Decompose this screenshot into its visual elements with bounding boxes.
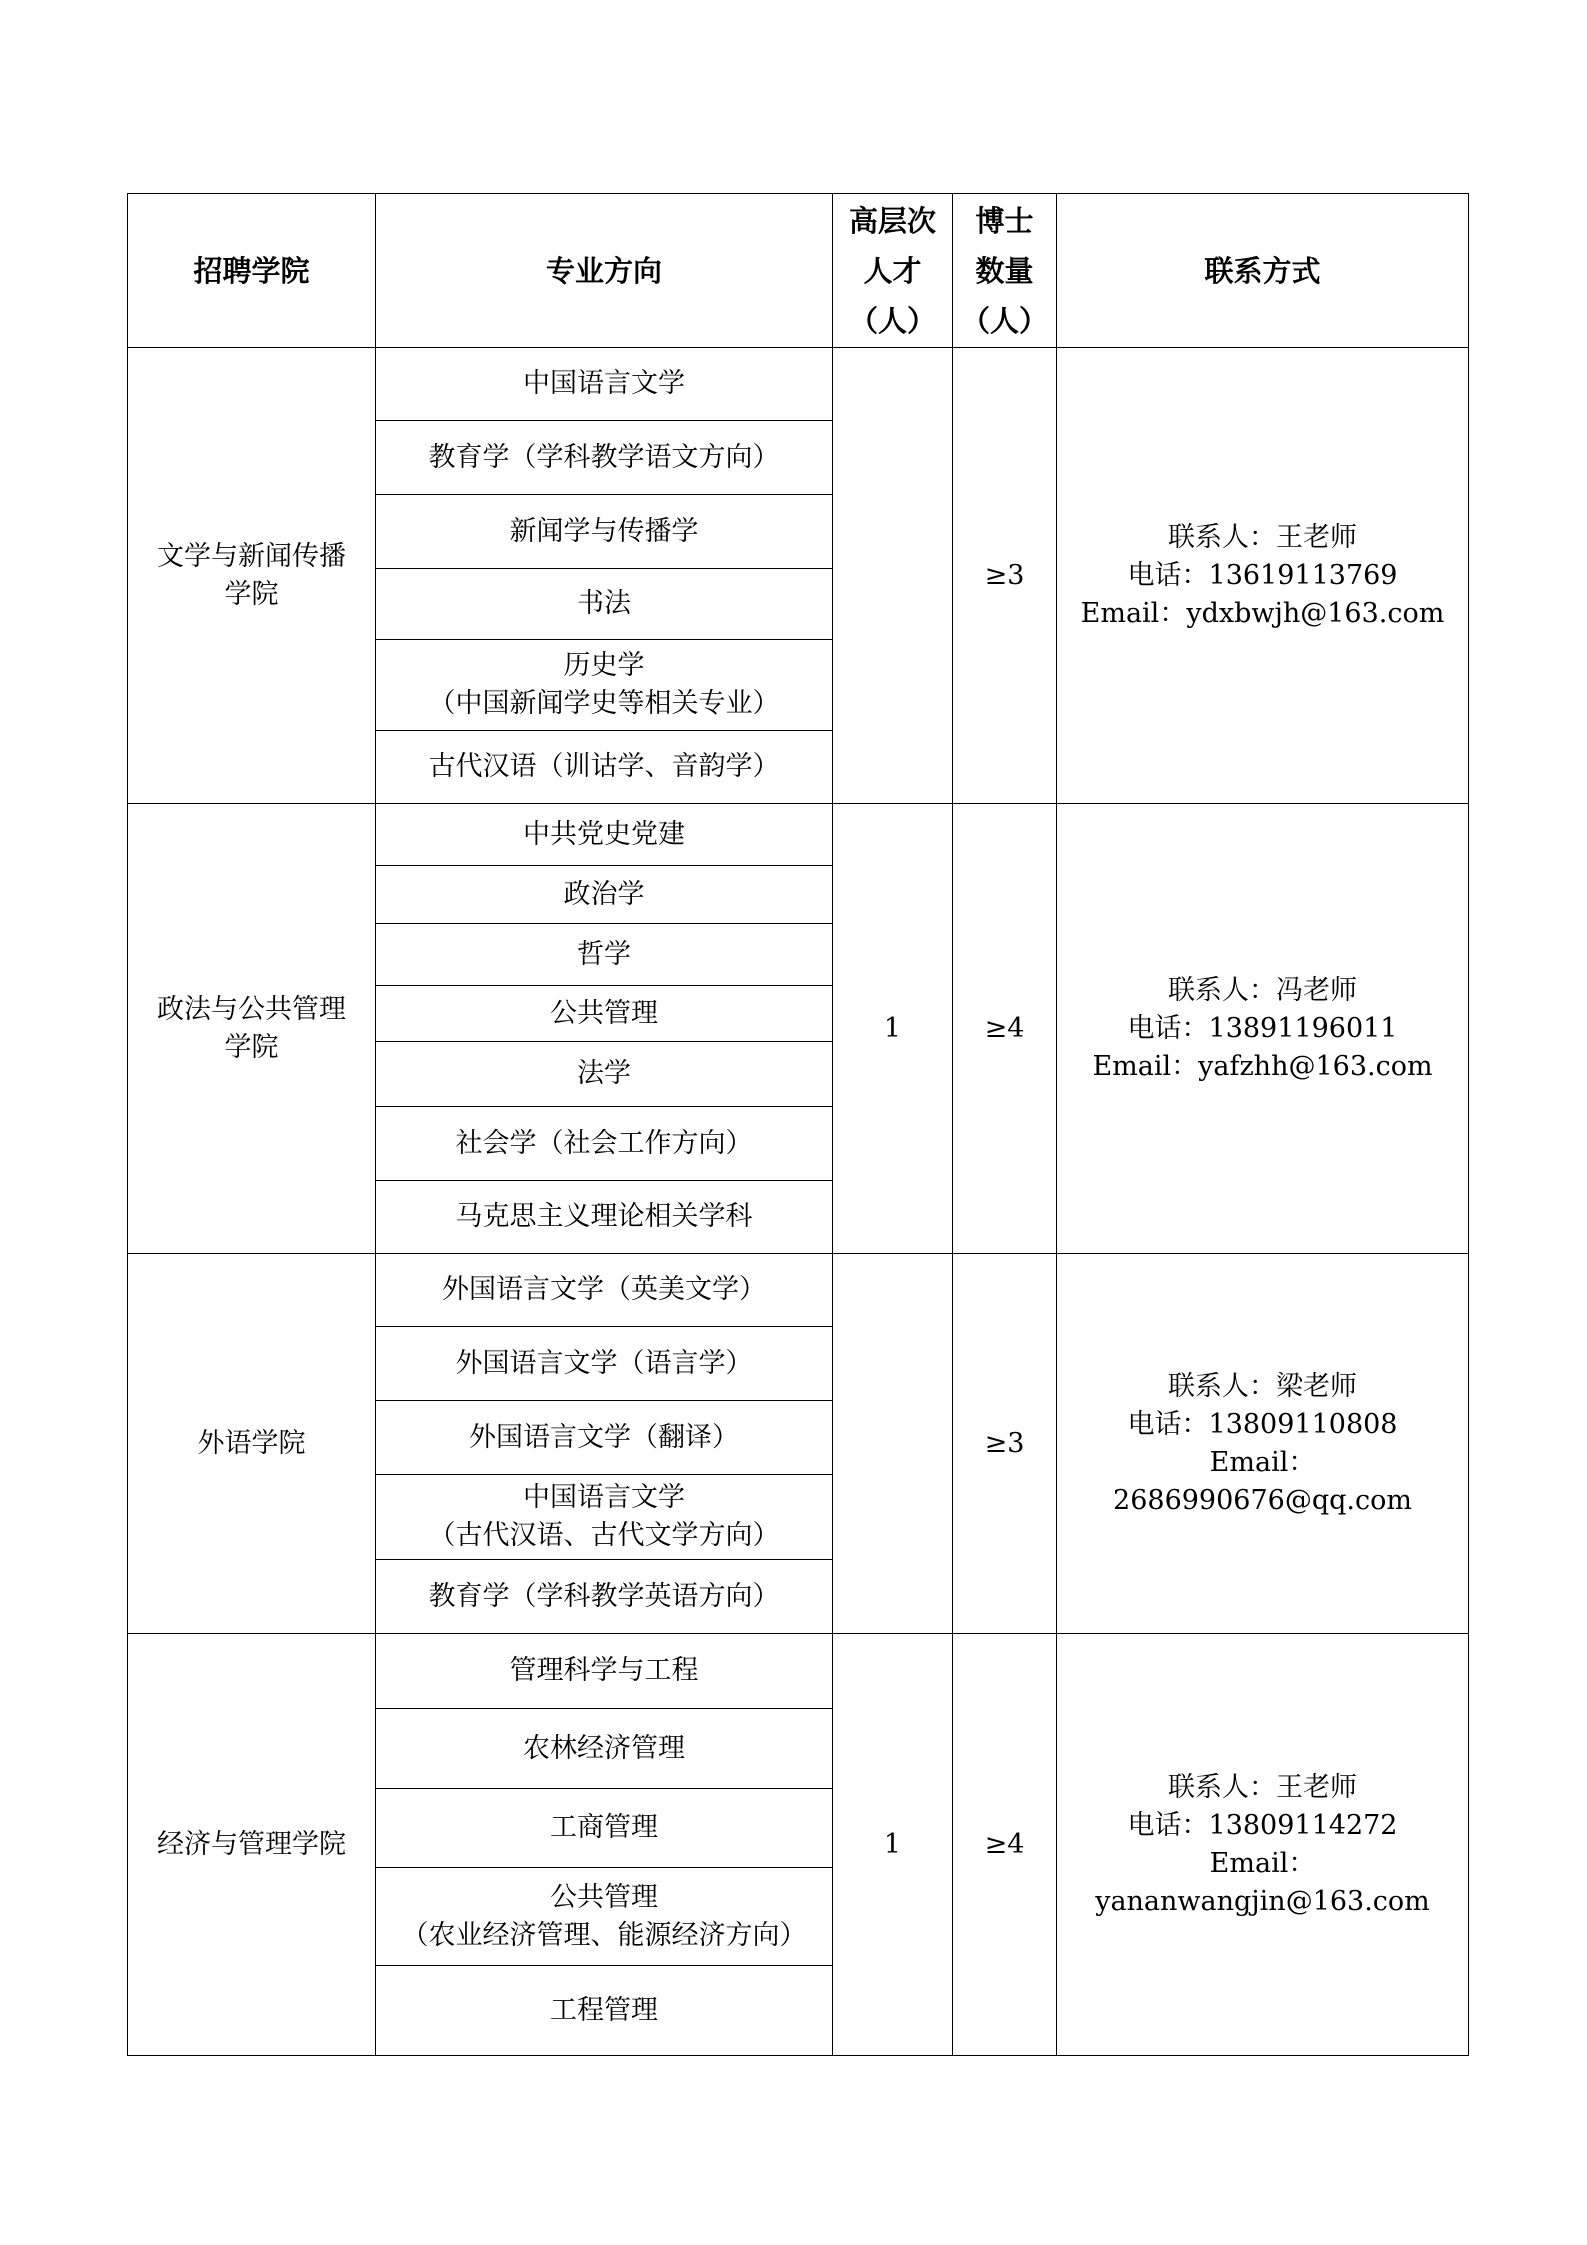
contact-line: 电话：13891196011 [1127,1012,1398,1044]
phd-count-cell: ≥4 [953,1634,1057,2056]
major-name: 教育学（学科教学语文方向） [428,441,780,473]
major-name: 外国语言文学（语言学） [455,1347,753,1379]
recruitment-table [127,193,1469,2056]
contact-line: Email：ydxbwjh@163.com [1080,597,1445,629]
contact-line: Email：yafzhh@163.com [1092,1050,1433,1082]
major-cell [376,495,833,569]
header-phd-line: 数量 [975,253,1034,288]
major-name: （中国新闻学史等相关专业） [428,688,780,719]
contact-line: 电话：13809114272 [1127,1809,1398,1841]
contact-line: 电话：13809110808 [1127,1408,1398,1440]
contact-line: Email：yananwangjin@163.com [1095,1847,1430,1917]
college-name: 学院 [224,1031,279,1063]
header-college: 招聘学院 [128,194,376,348]
contact-cell [1057,1254,1469,1634]
major-cell [376,804,833,866]
header-phd [953,194,1057,348]
talent-count-cell [833,1254,953,1634]
header-contact: 联系方式 [1057,194,1469,348]
major-name: 教育学（学科教学英语方向） [428,1580,780,1612]
major-name: 公共管理 [550,1881,658,1913]
contact-line: 联系人：梁老师 [1168,1370,1357,1402]
major-cell [376,421,833,495]
major-name: （农业经济管理、能源经济方向） [401,1919,807,1951]
talent-count-cell: 1 [833,804,953,1254]
college-cell [128,804,376,1254]
major-name: 中国语言文学 [523,368,685,399]
major-name: 中国语言文学 [523,1482,685,1513]
major-name: 管理科学与工程 [509,1655,699,1686]
contact-line: 联系人：王老师 [1168,521,1357,553]
header-talent-line: （人） [848,303,936,338]
table-row [128,348,1469,421]
major-cell [376,1181,833,1254]
major-cell [376,986,833,1042]
major-cell [376,1709,833,1789]
major-name: （古代汉语、古代文学方向） [428,1520,780,1551]
contact-line: 联系人：冯老师 [1168,974,1357,1006]
college-name: 经济与管理学院 [157,1828,346,1860]
major-cell [376,731,833,804]
major-name: 公共管理 [550,997,658,1029]
major-name: 法学 [577,1058,631,1089]
major-name: 新闻学与传播学 [509,515,699,547]
contact-line: 联系人：王老师 [1168,1771,1357,1803]
major-cell [376,1789,833,1868]
major-cell [376,569,833,640]
major-cell [376,1254,833,1327]
major-cell [376,1475,833,1560]
contact-line: 电话：13619113769 [1127,559,1398,591]
major-cell [376,1401,833,1475]
table-body [128,348,1469,2056]
major-cell [376,1560,833,1634]
college-name: 学院 [224,578,279,610]
major-name: 工程管理 [550,1994,658,2026]
table-row [128,1254,1469,1327]
table-row [128,804,1469,866]
major-name: 工商管理 [550,1812,658,1843]
college-cell [128,348,376,804]
college-name: 外语学院 [197,1427,306,1459]
major-name: 哲学 [577,938,631,970]
college-cell [128,1634,376,2056]
contact-cell [1057,1634,1469,2056]
table-row [128,1634,1469,1709]
header-major: 专业方向 [376,194,833,348]
contact-cell [1057,348,1469,804]
talent-count-cell [833,348,953,804]
major-name: 外国语言文学（英美文学） [442,1274,766,1305]
major-name: 中共党史党建 [523,818,685,850]
major-cell [376,1634,833,1709]
header-phd-line: 博士 [975,203,1034,238]
college-name: 政法与公共管理 [157,993,346,1025]
college-name: 文学与新闻传播 [157,540,346,572]
major-cell [376,1042,833,1107]
header-row [128,194,1469,348]
phd-count-cell: ≥3 [953,348,1057,804]
major-name: 马克思主义理论相关学科 [455,1201,753,1232]
major-cell [376,1327,833,1401]
phd-count-cell: ≥4 [953,804,1057,1254]
header-talent-line: 高层次 [848,203,936,238]
major-name: 外国语言文学（翻译） [469,1421,739,1453]
header-phd-line: （人） [960,303,1048,338]
major-cell [376,1868,833,1966]
contact-line: Email：2686990676@qq.com [1113,1446,1412,1516]
major-cell [376,1966,833,2056]
header-talent [833,194,953,348]
major-cell [376,1107,833,1181]
college-cell [128,1254,376,1634]
major-name: 政治学 [563,878,645,910]
major-name: 社会学（社会工作方向） [455,1127,753,1159]
major-name: 农林经济管理 [523,1732,685,1764]
major-name: 书法 [577,588,631,619]
major-name: 古代汉语（训诂学、音韵学） [428,751,780,782]
major-cell [376,348,833,421]
phd-count-cell: ≥3 [953,1254,1057,1634]
major-cell [376,640,833,731]
major-cell [376,866,833,924]
major-name: 历史学 [563,650,645,681]
contact-cell [1057,804,1469,1254]
major-cell [376,924,833,986]
talent-count-cell: 1 [833,1634,953,2056]
header-talent-line: 人才 [863,253,922,288]
